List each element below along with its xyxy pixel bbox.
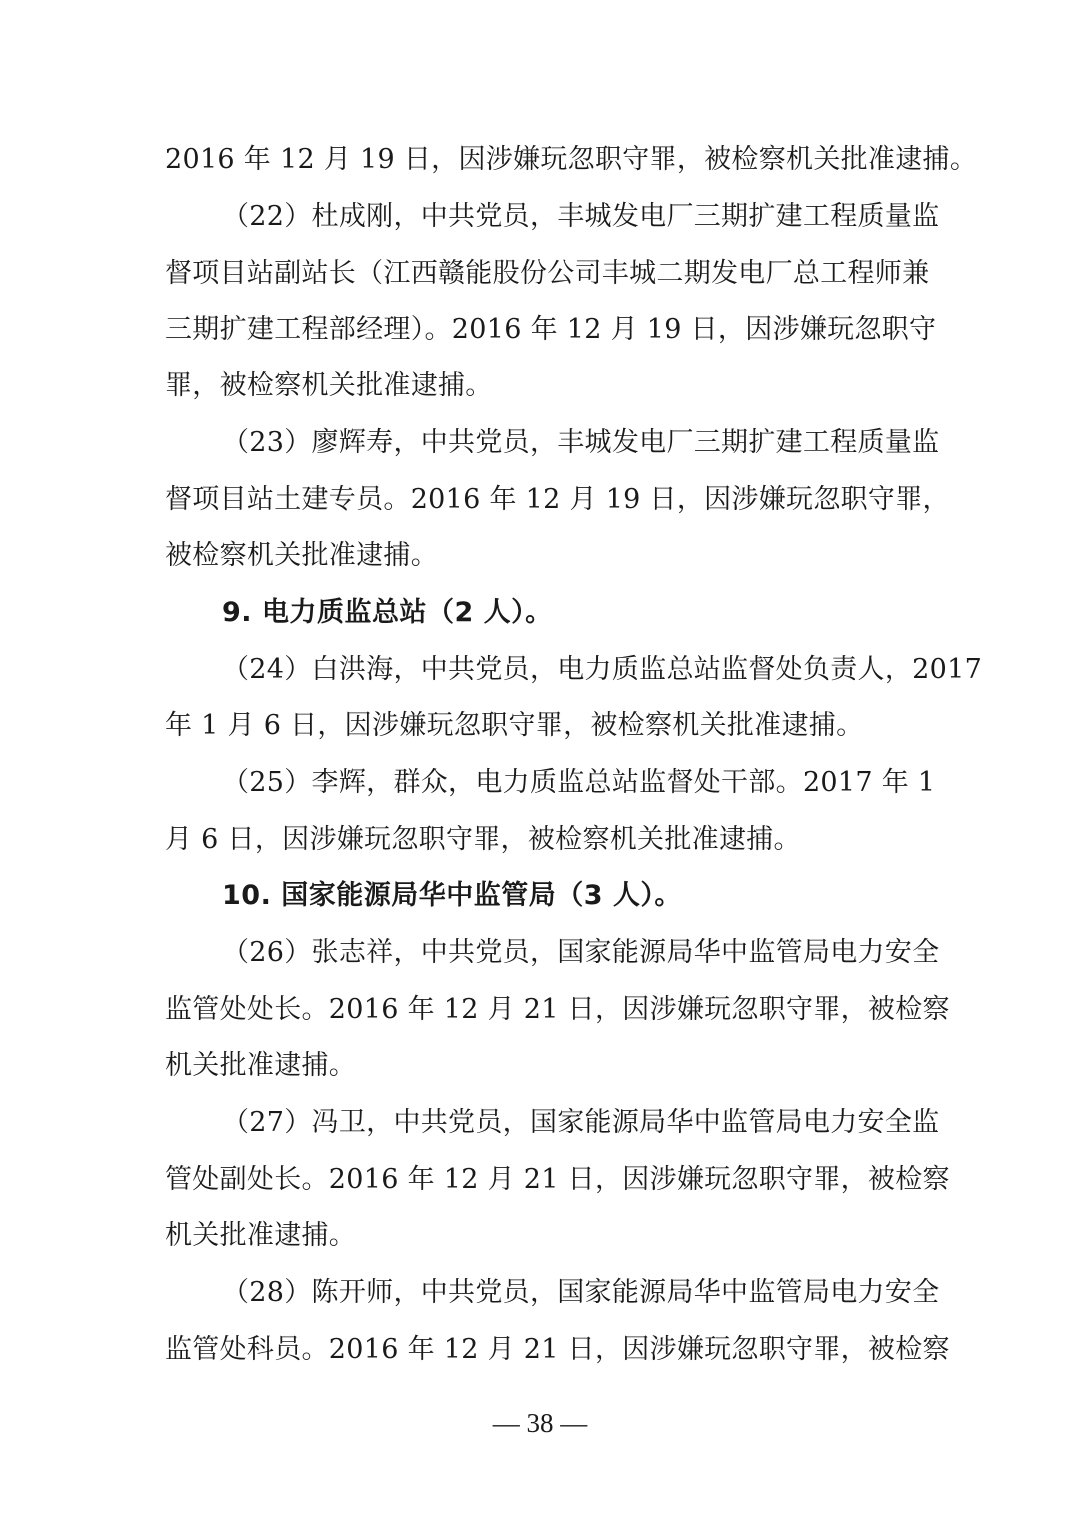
paragraph-line: 罪，被检察机关批准逮捕。 <box>165 370 493 401</box>
paragraph-line: 2016 年 12 月 19 日，因涉嫌玩忽职守罪，被检察机关批准逮捕。 <box>165 144 978 175</box>
paragraph-line: 被检察机关批准逮捕。 <box>165 540 438 571</box>
section-heading: 9. 电力质监总站（2 人）。 <box>222 597 553 628</box>
paragraph-line: 年 1 月 6 日，因涉嫌玩忽职守罪，被检察机关批准逮捕。 <box>165 710 864 741</box>
paragraph-line: 机关批准逮捕。 <box>165 1050 357 1081</box>
paragraph-line: （23）廖辉寿，中共党员，丰城发电厂三期扩建工程质量监 <box>222 427 940 458</box>
paragraph-line: （24）白洪海，中共党员，电力质监总站监督处负责人，2017 <box>222 654 983 685</box>
paragraph-line: 管处副处长。2016 年 12 月 21 日，因涉嫌玩忽职守罪，被检察 <box>165 1164 950 1195</box>
paragraph-line: 月 6 日，因涉嫌玩忽职守罪，被检察机关批准逮捕。 <box>165 824 801 855</box>
page-number: — 38 — <box>492 1408 588 1438</box>
paragraph-line: 机关批准逮捕。 <box>165 1220 357 1251</box>
section-heading: 10. 国家能源局华中监管局（3 人）。 <box>222 880 682 911</box>
paragraph-line: 三期扩建工程部经理）。2016 年 12 月 19 日，因涉嫌玩忽职守 <box>165 314 937 345</box>
paragraph-line: 监管处科员。2016 年 12 月 21 日，因涉嫌玩忽职守罪，被检察 <box>165 1334 950 1365</box>
paragraph-line: （28）陈开师，中共党员，国家能源局华中监管局电力安全 <box>222 1277 940 1308</box>
paragraph-line: （25）李辉，群众，电力质监总站监督处干部。2017 年 1 <box>222 767 936 798</box>
paragraph-line: （27）冯卫，中共党员，国家能源局华中监管局电力安全监 <box>222 1107 940 1138</box>
paragraph-line: （26）张志祥，中共党员，国家能源局华中监管局电力安全 <box>222 937 940 968</box>
paragraph-line: 督项目站土建专员。2016 年 12 月 19 日，因涉嫌玩忽职守罪， <box>165 484 950 515</box>
paragraph-line: （22）杜成刚，中共党员，丰城发电厂三期扩建工程质量监 <box>222 201 940 232</box>
paragraph-line: 监管处处长。2016 年 12 月 21 日，因涉嫌玩忽职守罪，被检察 <box>165 994 950 1025</box>
paragraph-line: 督项目站副站长（江西赣能股份公司丰城二期发电厂总工程师兼 <box>165 258 930 289</box>
